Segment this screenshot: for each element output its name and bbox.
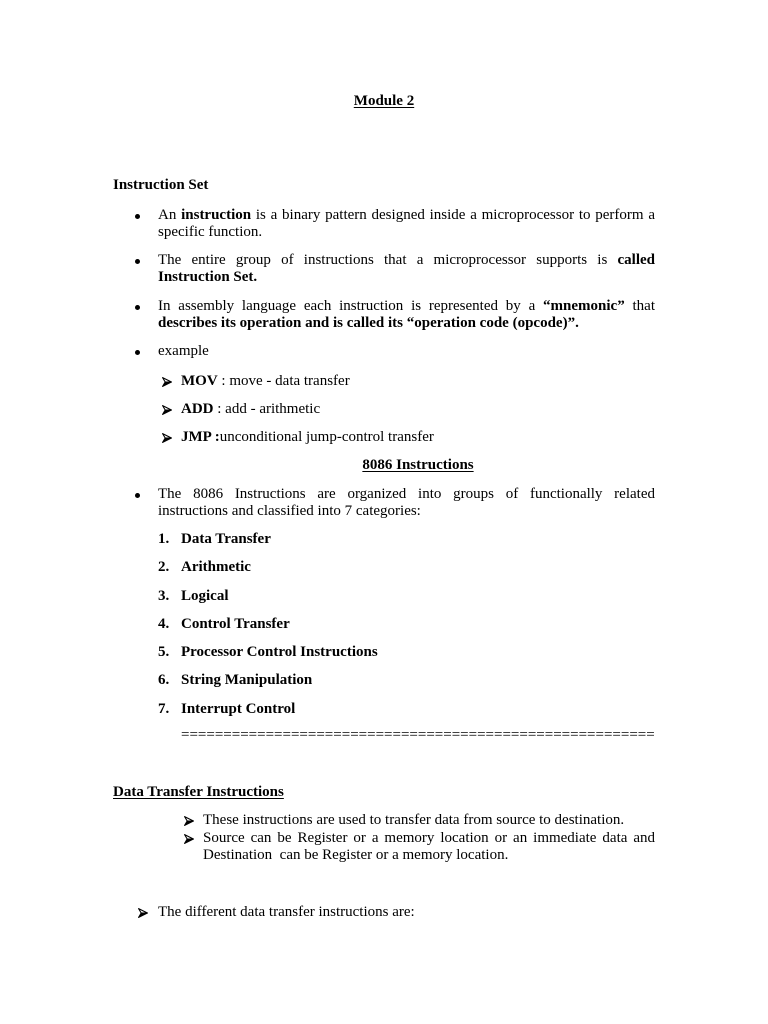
bold-term: describes its operation and is called its “operation code (opcode)”. [158, 315, 579, 332]
text-run: In assembly language each instruction is represented by a [158, 298, 544, 314]
category-label: Arithmetic [181, 559, 251, 575]
bullet-item [158, 207, 655, 242]
bullet-icon [135, 493, 140, 498]
category-number: 7. [158, 701, 170, 717]
bullet-line [158, 343, 655, 360]
bullet-line [158, 252, 655, 269]
instruction-description: : add - arithmetic [213, 401, 321, 417]
category-item [158, 672, 312, 689]
category-item [158, 588, 229, 605]
category-label: Logical [181, 588, 229, 604]
list-line [203, 830, 655, 847]
list-line [203, 847, 655, 864]
example-item-jmp [181, 429, 434, 446]
text-run: instructions and classified into 7 categories: [158, 503, 421, 520]
category-item [158, 616, 290, 633]
text-run: is a binary pattern designed inside a microprocessor to perform a [251, 207, 655, 223]
bold-term: “mnemonic” [543, 298, 625, 314]
bullet-line [158, 486, 655, 503]
category-number: 2. [158, 559, 170, 575]
category-number: 1. [158, 531, 170, 547]
category-number: 6. [158, 672, 170, 688]
arrowhead-bullet-icon [162, 433, 172, 443]
bullet-line [158, 315, 655, 332]
bullet-line [158, 224, 655, 241]
arrow-list-item-closing [158, 904, 415, 921]
arrowhead-bullet-icon [138, 908, 148, 918]
text-run: specific function. [158, 224, 263, 241]
category-number: 3. [158, 588, 170, 604]
bullet-line [158, 269, 655, 286]
section-heading-8086-instructions: 8086 Instructions [362, 457, 474, 473]
bullet-item [158, 252, 655, 287]
bold-term: called [617, 252, 655, 268]
bullet-item [158, 486, 655, 521]
bullet-line [158, 298, 655, 315]
category-item [158, 644, 378, 661]
bullet-line [158, 503, 655, 520]
text-run: Destination can be Register or a memory location. [203, 847, 509, 864]
instruction-mnemonic: ADD [181, 401, 214, 417]
category-item [158, 701, 295, 718]
bullet-icon [135, 214, 140, 219]
bullet-icon [135, 305, 140, 310]
arrowhead-bullet-icon [184, 816, 194, 826]
category-item [158, 531, 271, 548]
text-run: example [158, 343, 209, 359]
example-item-add [181, 401, 320, 418]
text-run: These instructions are used to transfer data from source to destination. [203, 812, 625, 828]
instruction-mnemonic: JMP : [181, 429, 220, 445]
text-run: An [158, 207, 182, 223]
arrowhead-bullet-icon [184, 834, 194, 844]
category-number: 4. [158, 616, 170, 632]
bullet-line [158, 207, 655, 224]
separator-line: ======================================================== [181, 727, 655, 743]
arrowhead-bullet-icon [162, 377, 172, 387]
example-item-mov [181, 373, 350, 390]
bullet-item [158, 343, 655, 360]
bullet-item [158, 298, 655, 333]
bold-term: instruction [181, 207, 252, 223]
category-label: Interrupt Control [181, 701, 296, 717]
category-number: 5. [158, 644, 170, 660]
section-heading-instruction-set: Instruction Set [113, 177, 209, 193]
text-run: that [624, 298, 655, 314]
bullet-icon [135, 259, 140, 264]
bullet-icon [135, 350, 140, 355]
arrow-list-item [203, 812, 655, 829]
instruction-description: : move - data transfer [217, 373, 350, 389]
text-run: The entire group of instructions that a microprocessor supports is [158, 252, 618, 268]
list-line [203, 812, 655, 829]
instruction-description: unconditional jump-control transfer [219, 429, 434, 445]
section-heading-data-transfer: Data Transfer Instructions [113, 784, 284, 800]
bold-term: Instruction Set. [158, 269, 258, 286]
category-label: Data Transfer [181, 531, 271, 547]
category-label: String Manipulation [181, 672, 313, 688]
instruction-mnemonic: MOV [181, 373, 218, 389]
module-title: Module 2 [353, 93, 415, 109]
text-run: The different data transfer instructions are: [158, 904, 415, 920]
category-label: Processor Control Instructions [181, 644, 378, 660]
arrowhead-bullet-icon [162, 405, 172, 415]
category-item [158, 559, 251, 576]
category-label: Control Transfer [181, 616, 290, 632]
text-run: The 8086 Instructions are organized into groups of functionally related [158, 486, 655, 502]
arrow-list-item [203, 830, 655, 865]
text-run: Source can be Register or a memory location or an immediate data and [203, 830, 655, 846]
